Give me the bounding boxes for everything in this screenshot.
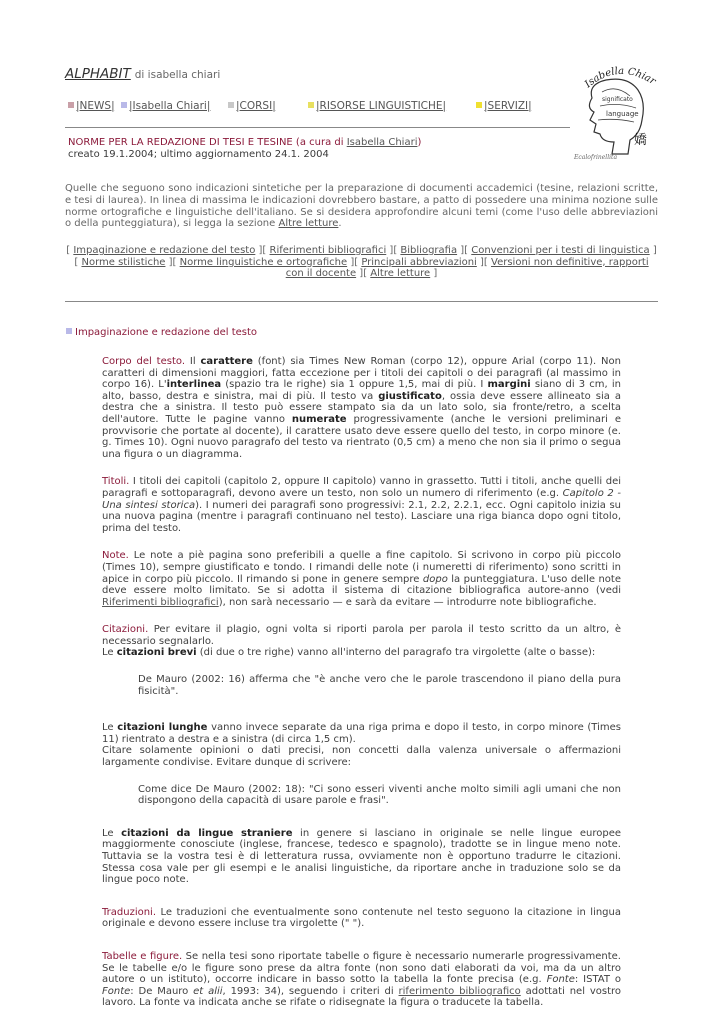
toc-link-norme-linguistiche[interactable]: Norme linguistiche e ortografiche — [179, 256, 348, 268]
nav-square-icon — [121, 102, 127, 108]
logo-word-2: language — [606, 110, 639, 118]
logo-arc-text: Isabella Chiar — [582, 65, 658, 91]
toc-link-bibliografia[interactable]: Bibliografia — [400, 245, 458, 256]
nav-square-icon — [476, 102, 482, 108]
paragraph-tabelle-figure: Tabelle e figure. Se nella tesi sono riportate tabelle o figure è necessario numerarle progressivamente. Se le tabelle e/o le figure sono prese da altra fonte (non sono dati elaborati da voi, ma da un altro autore o un istituto), occorre indicare in basso sotto la tabella la fonte precisa (e.g. Fonte: ISTAT o Fonte: De Mauro et alii, 1993: 34), seguendo i criteri di riferimento bibliografico adottati nel vostro lavoro. La fonte va indicata anche se rifate o ridisegnate la figura o traducete la tabella. — [102, 950, 621, 1009]
logo-kanji: 嬌 — [634, 133, 648, 148]
section-square-icon — [66, 328, 72, 334]
paragraph-citazioni: Citazioni. Per evitare il plagio, ogni volta si riporti parola per parola il testo scritto da un altro, è necessario segnalarlo. Le citazioni brevi (di due o tre righe) vanno all'interno del paragrafo tra virgolette (alte o basse): — [102, 624, 621, 659]
svg-text:Isabella Chiari — [572, 62, 658, 91]
nav-item-risorse-linguistiche[interactable]: |RISORSE LINGUISTICHE| — [308, 100, 446, 112]
main-content — [102, 356, 621, 1025]
quote-long: Come dice De Mauro (2002: 18): "Ci sono esseri viventi anche molto simili agli umani che non dispongono della capacità di usare parole e frasi". — [138, 783, 621, 807]
nav-square-icon — [68, 102, 74, 108]
nav-item-news[interactable]: |NEWS| — [68, 100, 115, 112]
author-link[interactable]: Isabella Chiari — [346, 137, 418, 148]
header — [65, 66, 575, 112]
logo-bottom-text: Ecalofrinellita — [574, 154, 618, 161]
document-heading: NORME PER LA REDAZIONE DI TESI E TESINE (a cura di Isabella Chiari) creato 19.1.2004; ultimo aggiornamento 24.1. 2004 — [68, 137, 422, 160]
quote-short: De Mauro (2002: 16) afferma che "è anche vero che le parole trascendono il piano della pura fisicità". — [138, 674, 621, 697]
header-divider — [65, 127, 570, 128]
intro-paragraph: Quelle che seguono sono indicazioni sintetiche per la preparazione di documenti accademici (tesine, relazioni scritte, e tesi di laurea). In linea di massima le indicazioni dovrebbero bastare, a patto di possedere una minima nozione sulle norme ortografiche e linguistiche dell'italiano. Se si desidera approfondire alcuni temi (come l'uso delle abbreviazioni o della punteggiatura), si legga la sezione Altre letture. — [65, 183, 658, 230]
document-dates: creato 19.1.2004; ultimo aggiornamento 24.1. 2004 — [68, 149, 329, 160]
nav-item-isabella-chiari[interactable]: |Isabella Chiari| — [121, 100, 210, 112]
riferimento-bibliografico-link[interactable]: riferimento bibliografico — [398, 985, 521, 997]
paragraph-lingue-straniere: Le citazioni da lingue straniere in genere si lasciano in originale se nelle lingue europee maggiormente conosciute (inglese, francese, tedesco e spagnolo), tradotte se in lingue meno note. Tuttavia se la vostra tesi è di letteratura russa, ovviamente non è opportuno tradurre le citazioni. Stessa cosa vale per gli esempi e le analisi linguistiche, da riportare anche in traduzione solo se da lingue poco note. — [102, 827, 621, 886]
nav-item-corsi[interactable]: |CORSI| — [228, 100, 276, 112]
nav-square-icon — [228, 102, 234, 108]
paragraph-traduzioni: Traduzioni. Le traduzioni che eventualmente sono contenute nel testo seguono la citazione in lingua originale e devono essere incluse tra virgolette (" "). — [102, 906, 621, 930]
nav-item-servizi[interactable]: |SERVIZI| — [476, 100, 532, 112]
top-nav — [65, 100, 585, 114]
paragraph-corpo-del-testo: Corpo del testo. Il carattere (font) sia Times New Roman (corpo 12), oppure Arial (corpo 11). Non caratteri di dimensioni maggiori, fatta eccezione per i titoli dei capitoli o dei paragrafi (al massimo in corpo 16). L'interlinea (spazio tra le righe) sia 1 oppure 1,5, mai di più. I margini siano di 3 cm, in alto, basso, destra e sinistra, mai di più. Il testo va giustificato, ossia deve essere allineato sia a destra che a sinistra. Il testo può essere stampato sia da un lato solo, sia fronte/retro, a scelta dell'autore. Tutte le pagine vanno numerate progressivamente (anche le versioni preliminari e provvisorie che portate al docente), il carattere usato deve essere quello del testo, in corpo minore (e. g. Times 10). Ogni nuovo paragrafo del testo va rientrato (0,5 cm) a meno che non sia il primo o segua una figura o un diagramma. — [102, 356, 621, 460]
logo-word-1: significato — [602, 96, 633, 103]
toc-link-altre-letture[interactable]: Altre letture — [370, 268, 431, 279]
table-of-contents: [ Impaginazione e redazione del testo ][ Riferimenti bibliografici ][ Bibliografia ][ Convenzioni per i testi di linguistica ] [ Norme stilistiche ][ Norme linguistiche e ortografiche ][ Principali abbreviazioni ][ Versioni non definitive, rapporti con il docente ][ Altre letture ] — [66, 245, 657, 279]
toc-link-riferimenti[interactable]: Riferimenti bibliografici — [269, 245, 387, 256]
brand-link[interactable]: ALPHABIT — [65, 66, 131, 82]
riferimenti-link[interactable]: Riferimenti bibliografici — [102, 596, 219, 608]
section-heading: Impaginazione e redazione del testo — [66, 327, 257, 338]
paragraph-note: Note. Le note a piè pagina sono preferibili a quelle a fine capitolo. Si scrivono in corpo più piccolo (Times 10), sempre giustificato e tondo. I rimandi delle note (i numeretti di riferimento) sono scritti in apice in corpo più piccolo. Il rimando si pone in genere sempre dopo la punteggiatura. L'uso delle note deve essere molto limitato. Se si adotta il sistema di citazione bibliografica autore-anno (vedi Riferimenti bibliografici), non sarà necessario — e sarà da evitare — introdurre note bibliografiche. — [102, 550, 621, 608]
content-divider — [65, 301, 658, 302]
toc-link-convenzioni[interactable]: Convenzioni per i testi di linguistica — [471, 245, 650, 256]
toc-link-impaginazione[interactable]: Impaginazione e redazione del testo — [73, 245, 256, 256]
paragraph-titoli: Titoli. I titoli dei capitoli (capitolo 2, oppure II capitolo) vanno in grassetto. Tutti i titoli, anche quelli dei paragrafi e sottoparagrafi, devono avere un testo, non solo un numero di riferimento (e.g. Capitolo 2 - Una sintesi storica). I numeri dei paragrafi sono progressivi: 2.1, 2.2, 2.2.1, ecc. Ogni capitolo inizia su una nuova pagina (mentre i paragrafi continuano nel testo). Lasciare una riga bianca dopo ogni titolo, prima del testo. — [102, 476, 622, 534]
altre-letture-link[interactable]: Altre letture — [278, 218, 339, 230]
paragraph-citazioni-lunghe: Le citazioni lunghe vanno invece separate da una riga prima e dopo il testo, in corpo minore (Times 11) rientrato a destra e a sinistra (di circa 1,5 cm). Citare solamente opinioni o dati precisi, non concetti dalla valenza universale o affermazioni largamente condivise. Evitare dunque di scrivere: — [102, 722, 621, 769]
document-title: NORME PER LA REDAZIONE DI TESI E TESINE (a cura di — [68, 137, 347, 148]
toc-link-versioni[interactable]: Versioni non definitive, rapporti con il docente — [285, 256, 649, 279]
toc-link-abbreviazioni[interactable]: Principali abbreviazioni — [361, 256, 477, 268]
brand-suffix: di isabella chiari — [134, 69, 221, 81]
toc-link-norme-stilistiche[interactable]: Norme stilistiche — [81, 256, 166, 268]
isabella-chiari-logo — [572, 62, 664, 162]
brand — [65, 66, 575, 82]
nav-square-icon — [308, 102, 314, 108]
